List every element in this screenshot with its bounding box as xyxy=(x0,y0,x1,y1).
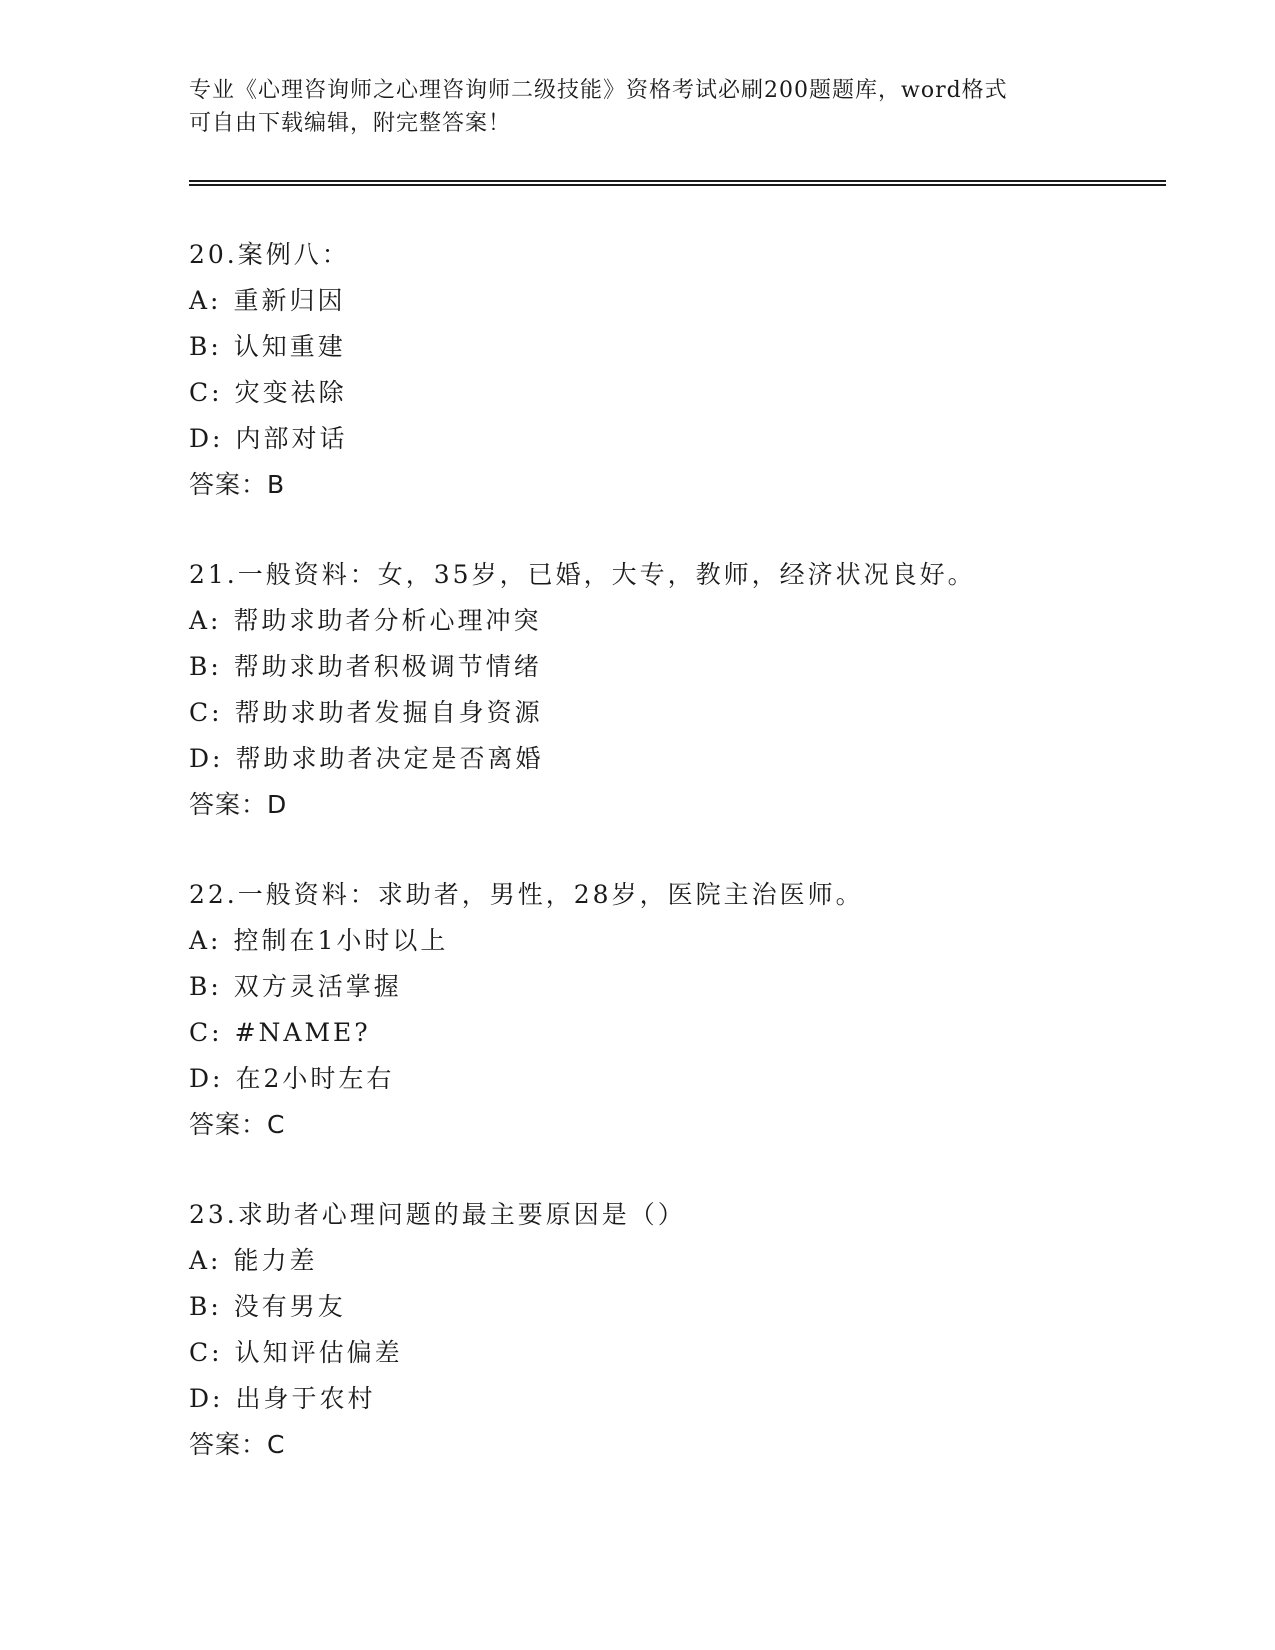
header-divider-top xyxy=(189,180,1166,182)
header-divider-bottom xyxy=(189,184,1166,186)
option-letter: C: xyxy=(189,1338,223,1367)
option-text: 帮助求助者发掘自身资源 xyxy=(234,698,543,727)
option-b xyxy=(189,964,1149,1010)
option-text: 帮助求助者积极调节情绪 xyxy=(233,652,542,681)
option-letter: A: xyxy=(189,606,222,635)
option-a xyxy=(189,598,1149,644)
option-a xyxy=(189,278,1149,324)
option-d xyxy=(189,416,1149,462)
option-text: #NAME? xyxy=(234,1018,371,1047)
option-text: 控制在1小时以上 xyxy=(233,926,449,955)
option-letter: B: xyxy=(189,1292,222,1321)
option-letter: D: xyxy=(189,1384,224,1413)
question-21 xyxy=(189,552,1149,828)
option-d xyxy=(189,736,1149,782)
option-text: 在2小时左右 xyxy=(235,1064,395,1093)
option-c xyxy=(189,370,1149,416)
option-b xyxy=(189,324,1149,370)
option-letter: B: xyxy=(189,652,222,681)
header-line-1: 专业《心理咨询师之心理咨询师二级技能》资格考试必刷200题题库，word格式 xyxy=(189,78,1008,103)
header-line-2: 可自由下载编辑，附完整答案！ xyxy=(189,111,512,136)
option-text: 帮助求助者分析心理冲突 xyxy=(233,606,542,635)
question-stem: 21.一般资料：女，35岁，已婚，大专，教师，经济状况良好。 xyxy=(189,560,976,589)
option-letter: A: xyxy=(189,286,222,315)
option-letter: B: xyxy=(189,972,222,1001)
option-text: 重新归因 xyxy=(233,286,346,315)
option-d xyxy=(189,1376,1149,1422)
option-letter: C: xyxy=(189,378,223,407)
answer-label: 答案：C xyxy=(189,1110,286,1139)
document-header xyxy=(189,74,1089,140)
answer-label: 答案：B xyxy=(189,470,286,499)
option-letter: D: xyxy=(189,424,224,453)
question-20 xyxy=(189,232,1149,508)
option-text: 帮助求助者决定是否离婚 xyxy=(235,744,544,773)
option-text: 双方灵活掌握 xyxy=(233,972,402,1001)
option-a xyxy=(189,1238,1149,1284)
option-text: 能力差 xyxy=(233,1246,318,1275)
option-d xyxy=(189,1056,1149,1102)
option-text: 认知评估偏差 xyxy=(234,1338,403,1367)
option-a xyxy=(189,918,1149,964)
option-c xyxy=(189,1330,1149,1376)
question-23 xyxy=(189,1192,1149,1468)
option-c xyxy=(189,1010,1149,1056)
option-text: 认知重建 xyxy=(233,332,346,361)
option-text: 没有男友 xyxy=(233,1292,346,1321)
option-letter: C: xyxy=(189,1018,223,1047)
option-letter: A: xyxy=(189,926,222,955)
answer-label: 答案：C xyxy=(189,1430,286,1459)
question-stem: 20.案例八： xyxy=(189,240,350,269)
option-letter: C: xyxy=(189,698,223,727)
option-b xyxy=(189,644,1149,690)
question-stem: 23.求助者心理问题的最主要原因是（） xyxy=(189,1200,686,1229)
option-text: 内部对话 xyxy=(235,424,348,453)
answer-label: 答案：D xyxy=(189,790,288,819)
option-b xyxy=(189,1284,1149,1330)
option-text: 灾变祛除 xyxy=(234,378,347,407)
option-letter: A: xyxy=(189,1246,222,1275)
option-c xyxy=(189,690,1149,736)
question-22 xyxy=(189,872,1149,1148)
option-text: 出身于农村 xyxy=(235,1384,376,1413)
option-letter: D: xyxy=(189,1064,224,1093)
question-stem: 22.一般资料：求助者，男性，28岁，医院主治医师。 xyxy=(189,880,864,909)
option-letter: B: xyxy=(189,332,222,361)
option-letter: D: xyxy=(189,744,224,773)
